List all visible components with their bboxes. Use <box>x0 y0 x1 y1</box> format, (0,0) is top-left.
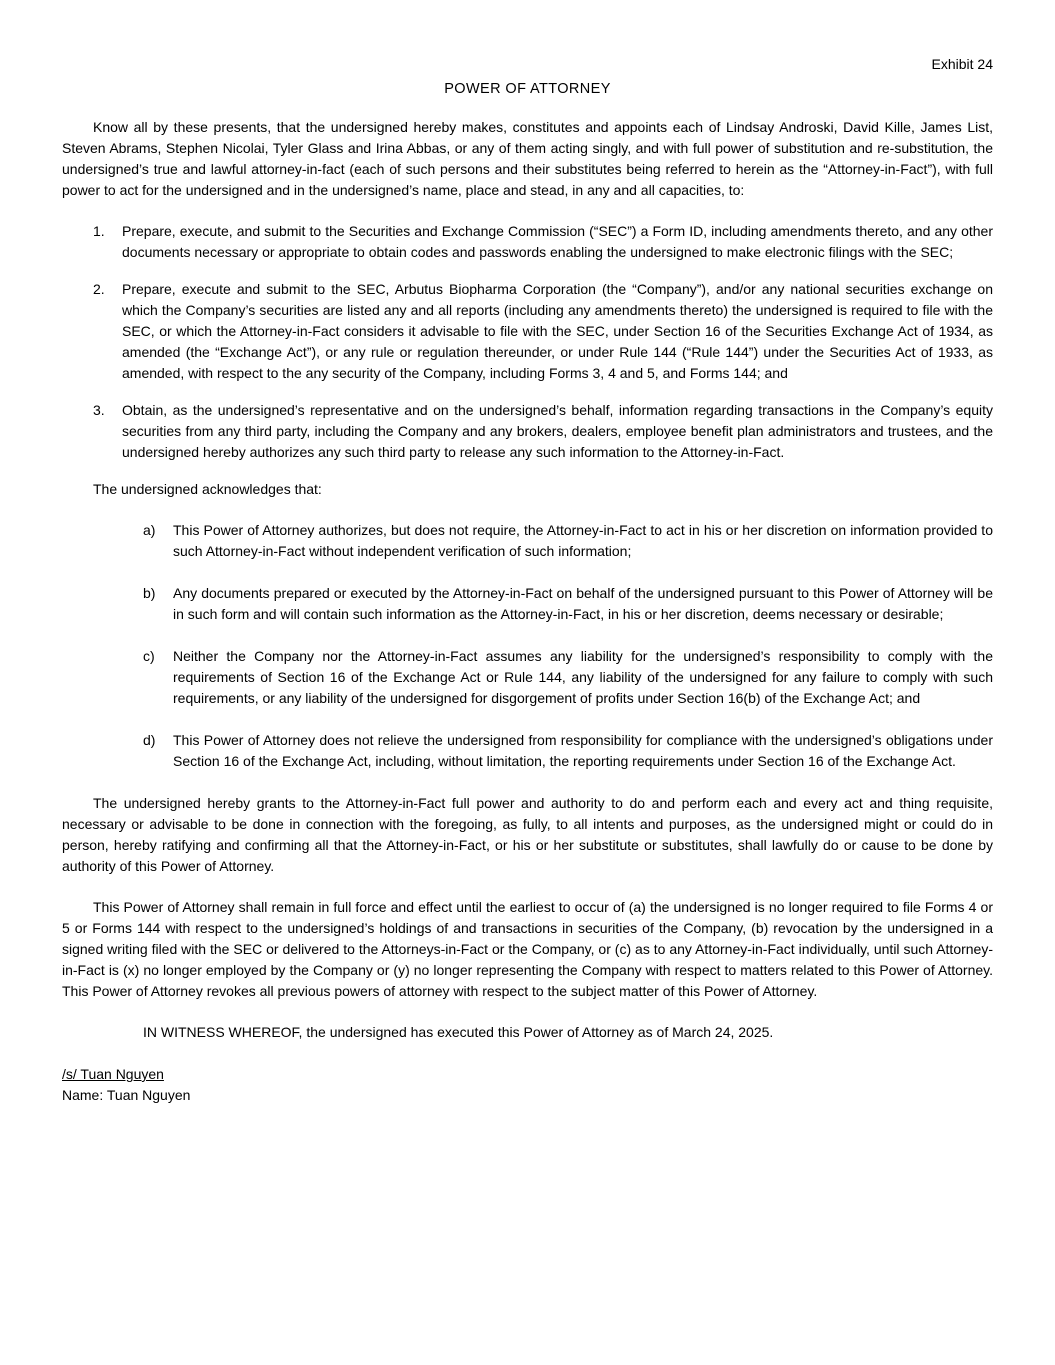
item-2-number: 2. <box>93 281 105 297</box>
document-title: POWER OF ATTORNEY <box>444 81 611 97</box>
item-3-number: 3. <box>93 402 105 418</box>
signature-block <box>62 1064 993 1106</box>
item-d-text: This Power of Attorney does not relieve the undersigned from responsibility for compliance with the undersigned’s obligations under Section 16 of the Exchange Act, including, without limitation, the reporting requirements under Section 16 of the Exchange Act. <box>173 732 993 769</box>
item-c-text: Neither the Company nor the Attorney-in-Fact assumes any liability for the undersigned’s responsibility to comply with the requirements of Section 16 of the Exchange Act or Rule 144, any liability of the undersigned for any failure to comply with such requirements, or any liability of the undersigned for disgorgement of profits under Section 16(b) of the Exchange Act; and <box>173 648 993 706</box>
item-1-text: Prepare, execute, and submit to the Securities and Exchange Commission (“SEC”) a Form ID, including amendments thereto, and any other documents necessary or appropriate to obtain codes and passwords enabling the undersigned to make electronic filings with the SEC; <box>122 223 993 260</box>
numbered-item-2 <box>62 279 993 384</box>
numbered-item-1 <box>62 221 993 263</box>
item-3-text: Obtain, as the undersigned’s representative and on the undersigned’s behalf, information regarding transactions in the Company’s equity securities from any third party, including the Company and any brokers, dealers, employee benefit plan administrators and trustees, and the undersigned hereby authorizes any such third party to release any such information to the Attorney-in-Fact. <box>122 402 993 460</box>
item-d-letter: d) <box>143 732 156 748</box>
termination-paragraph: This Power of Attorney shall remain in full force and effect until the earliest to occur of (a) the undersigned is no longer required to file Forms 4 or 5 or Forms 144 with respect to the undersigned’s holdings of and transactions in securities of the Company, (b) revocation by the undersigned in a signed writing filed with the SEC or delivered to the Attorneys-in-Fact or the Company, or (c) as to any Attorney-in-Fact individually, until such Attorney-in-Fact is (x) no longer employed by the Company or (y) no longer representing the Company with respect to matters related to this Power of Attorney. This Power of Attorney revokes all previous powers of attorney with respect to the subject matter of this Power of Attorney. <box>62 899 993 999</box>
lettered-item-a <box>62 520 993 562</box>
lettered-item-d <box>62 730 993 772</box>
witness-paragraph: IN WITNESS WHEREOF, the undersigned has executed this Power of Attorney as of March 24, 2025. <box>143 1024 774 1040</box>
lettered-item-b <box>62 583 993 625</box>
item-c-letter: c) <box>143 648 155 664</box>
signature-line: /s/ Tuan Nguyen <box>62 1066 164 1082</box>
lettered-list <box>62 520 993 772</box>
lettered-item-c <box>62 646 993 709</box>
acknowledgement-intro: The undersigned acknowledges that: <box>93 481 322 497</box>
item-2-text: Prepare, execute and submit to the SEC, Arbutus Biopharma Corporation (the “Company”), and/or any national securities exchange on which the Company’s securities are listed any and all reports (including any amendments thereto) the undersigned is required to file with the SEC, or which the Attorney-in-Fact considers it advisable to file with the SEC, under Section 16 of the Securities Exchange Act of 1934, as amended (the “Exchange Act”), or any rule or regulation thereunder, or under Rule 144 (“Rule 144”) under the Securities Act of 1933, as amended, with respect to the any security of the Company, including Forms 3, 4 and 5, and Forms 144; and <box>122 281 993 381</box>
numbered-item-3 <box>62 400 993 463</box>
item-a-letter: a) <box>143 522 156 538</box>
numbered-list <box>62 221 993 463</box>
item-b-letter: b) <box>143 585 156 601</box>
item-a-text: This Power of Attorney authorizes, but does not require, the Attorney-in-Fact to act in his or her discretion on information provided to such Attorney-in-Fact without independent verification of such information; <box>173 522 993 559</box>
exhibit-label: Exhibit 24 <box>931 56 993 72</box>
signature-name-line: Name: Tuan Nguyen <box>62 1087 191 1103</box>
item-1-number: 1. <box>93 223 105 239</box>
grant-paragraph: The undersigned hereby grants to the Attorney-in-Fact full power and authority to do and perform each and every act and thing requisite, necessary or advisable to be done in connection with the foregoing, as fully, to all intents and purposes, as the undersigned might or could do in person, hereby ratifying and confirming all that the Attorney-in-Fact, or his or her substitute or substitutes, shall lawfully do or cause to be done by authority of this Power of Attorney. <box>62 795 993 874</box>
item-b-text: Any documents prepared or executed by the Attorney-in-Fact on behalf of the undersigned pursuant to this Power of Attorney will be in such form and will contain such information as the Attorney-in-Fact, in his or her discretion, deems necessary or desirable; <box>173 585 993 622</box>
intro-paragraph: Know all by these presents, that the undersigned hereby makes, constitutes and appoints each of Lindsay Androski, David Kille, James List, Steven Abrams, Stephen Nicolai, Tyler Glass and Irina Abbas, or any of them acting singly, and with full power of substitution and re-substitution, the undersigned’s true and lawful attorney-in-fact (each of such persons and their substitutes being referred to herein as the “Attorney-in-Fact”), with full power to act for the undersigned and in the undersigned’s name, place and stead, in any and all capacities, to: <box>62 119 993 198</box>
